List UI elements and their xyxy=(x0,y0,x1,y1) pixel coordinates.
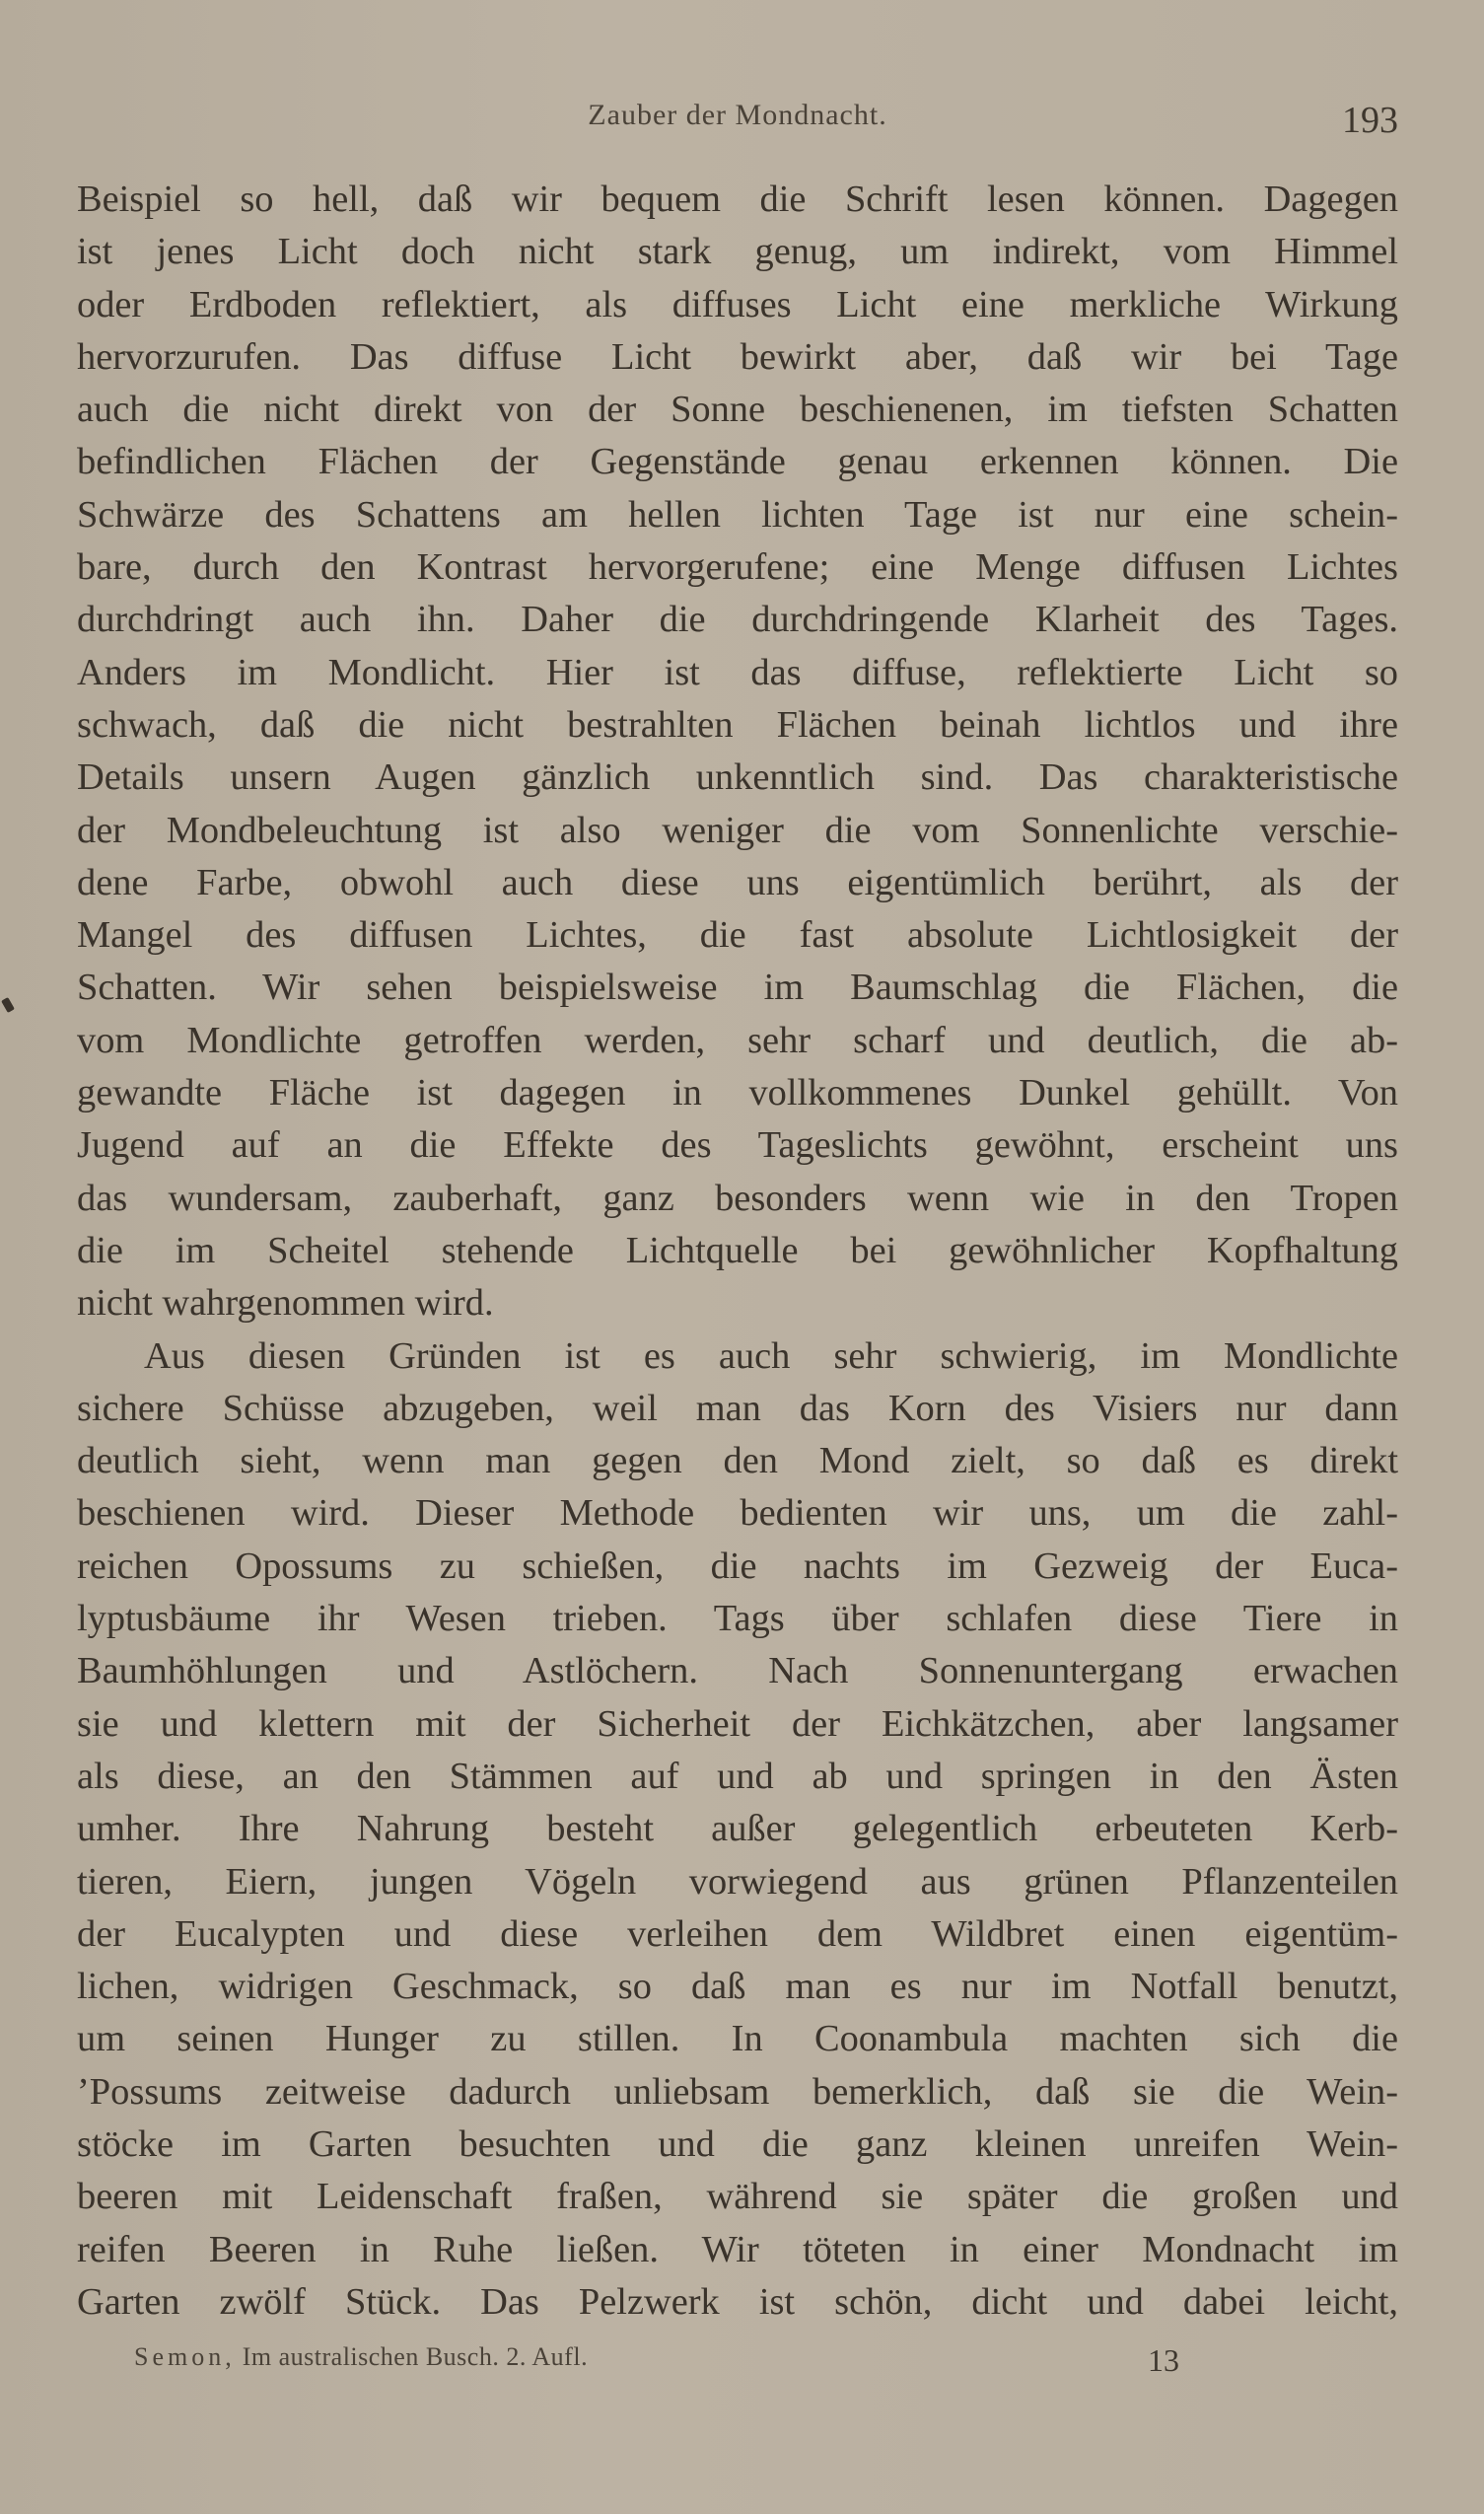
text-line: Garten zwölf Stück. Das Pelzwerk ist schön, dicht und dabei leicht, xyxy=(77,2280,1398,2323)
text-line: Anders im Mondlicht. Hier ist das diffuse, reflektierte Licht so xyxy=(77,651,1398,693)
footer-edition: 2. Aufl. xyxy=(506,2342,589,2371)
text-line: hervorzurufen. Das diffuse Licht bewirkt aber, daß wir bei Tage xyxy=(77,335,1398,378)
text-line: stöcke im Garten besuchten und die ganz kleinen unreifen Wein- xyxy=(77,2122,1398,2165)
text-line: beschienen wird. Dieser Methode bedienten wir uns, um die zahl- xyxy=(77,1492,1398,1535)
text-line: oder Erdboden reflektiert, als diffuses Licht eine merkliche Wirkung xyxy=(77,283,1398,325)
text-line: auch die nicht direkt von der Sonne beschienenen, im tiefsten Schatten xyxy=(77,389,1398,431)
margin-mark xyxy=(1,997,15,1013)
text-line: umher. Ihre Nahrung besteht außer gelegentlich erbeuteten Kerb- xyxy=(77,1808,1398,1850)
text-line: das wundersam, zauberhaft, ganz besonders wenn wie in den Tropen xyxy=(77,1177,1398,1219)
text-line: durchdringt auch ihn. Daher die durchdringende Klarheit des Tages. xyxy=(77,599,1398,641)
text-line: sie und klettern mit der Sicherheit der Eichkätzchen, aber langsamer xyxy=(77,1702,1398,1745)
text-line: Mangel des diffusen Lichtes, die fast absolute Lichtlosigkeit der xyxy=(77,914,1398,957)
text-line: tieren, Eiern, jungen Vögeln vorwiegend aus grünen Pflanzenteilen xyxy=(77,1860,1398,1903)
running-title: Zauber der Mondnacht. xyxy=(588,99,887,131)
text-line: Details unsern Augen gänzlich unkenntlich sind. Das charakteristische xyxy=(77,756,1398,799)
text-line: Baumhöhlungen und Astlöchern. Nach Sonnenuntergang erwachen xyxy=(77,1650,1398,1692)
text-line: beeren mit Leidenschaft fraßen, während sie später die großen und xyxy=(77,2176,1398,2218)
text-line: Schatten. Wir sehen beispielsweise im Baumschlag die Flächen, die xyxy=(77,967,1398,1009)
text-line: ’Possums zeitweise dadurch unliebsam bemerklich, daß sie die Wein- xyxy=(77,2070,1398,2113)
footer-signature: 13 xyxy=(1148,2342,1179,2378)
footer-title: Im australischen Busch. xyxy=(242,2342,500,2371)
text-line: als diese, an den Stämmen auf und ab und springen in den Ästen xyxy=(77,1755,1398,1797)
text-line: Jugend auf an die Effekte des Tageslichts gewöhnt, erscheint uns xyxy=(77,1124,1398,1167)
text-line: der Eucalypten und diese verleihen dem Wildbret einen eigentüm- xyxy=(77,1912,1398,1955)
footer xyxy=(134,2342,1179,2382)
text-line: Schwärze des Schattens am hellen lichten Tage ist nur eine schein- xyxy=(77,493,1398,536)
text-line: ist jenes Licht doch nicht stark genug, um indirekt, vom Himmel xyxy=(77,231,1398,273)
text-line: dene Farbe, obwohl auch diese uns eigentümlich berührt, als der xyxy=(77,861,1398,903)
text-line-paragraph-end: nicht wahrgenommen wird. xyxy=(77,1282,494,1325)
text-line: der Mondbeleuchtung ist also weniger die vom Sonnenlichte verschie- xyxy=(77,809,1398,851)
text-line: die im Scheitel stehende Lichtquelle bei gewöhnlicher Kopfhaltung xyxy=(77,1229,1398,1271)
footer-imprint xyxy=(134,2342,588,2372)
text-line: Beispiel so hell, daß wir bequem die Schrift lesen können. Dagegen xyxy=(77,179,1398,220)
text-line: gewandte Fläche ist dagegen in vollkommenes Dunkel gehüllt. Von xyxy=(77,1072,1398,1114)
text-line: schwach, daß die nicht bestrahlten Flächen beinah lichtlos und ihre xyxy=(77,703,1398,746)
page-number: 193 xyxy=(1342,100,1398,141)
text-line-paragraph-start: Aus diesen Gründen ist es auch sehr schwierig, im Mondlichte xyxy=(144,1334,1398,1377)
text-line: befindlichen Flächen der Gegenstände genau erkennen können. Die xyxy=(77,441,1398,483)
footer-author: Semon, xyxy=(134,2342,236,2371)
text-line: deutlich sieht, wenn man gegen den Mond zielt, so daß es direkt xyxy=(77,1440,1398,1482)
text-line: bare, durch den Kontrast hervorgerufene; eine Menge diffusen Lichtes xyxy=(77,546,1398,589)
text-line: sichere Schüsse abzugeben, weil man das Korn des Visiers nur dann xyxy=(77,1387,1398,1429)
text-line: reichen Opossums zu schießen, die nachts im Gezweig der Euca- xyxy=(77,1544,1398,1587)
text-line: lichen, widrigen Geschmack, so daß man es nur im Notfall benutzt, xyxy=(77,1966,1398,2008)
running-head xyxy=(77,91,1398,140)
text-line: reifen Beeren in Ruhe ließen. Wir töteten in einer Mondnacht im xyxy=(77,2228,1398,2270)
text-line: um seinen Hunger zu stillen. In Coonambula machten sich die xyxy=(77,2018,1398,2060)
text-line: vom Mondlichte getroffen werden, sehr scharf und deutlich, die ab- xyxy=(77,1019,1398,1061)
body-text xyxy=(77,174,1398,2329)
text-line: lyptusbäume ihr Wesen trieben. Tags über schlafen diese Tiere in xyxy=(77,1598,1398,1640)
